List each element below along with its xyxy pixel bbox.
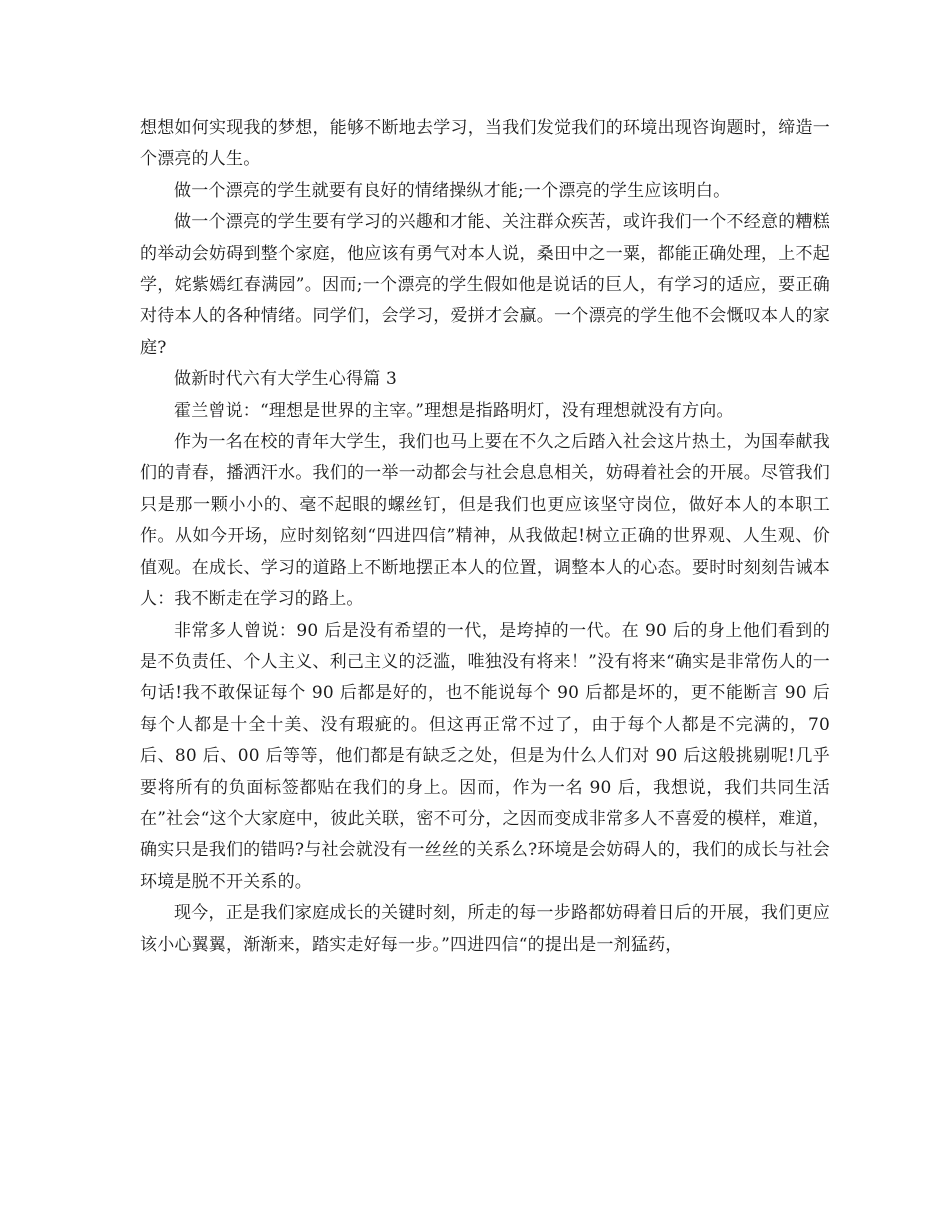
paragraph-3: 做一个漂亮的学生要有学习的兴趣和才能、关注群众疾苦，或许我们一个不经意的糟糕的举动会妨碍到整个家庭，他应该有勇气对本人说，桑田中之一粟，都能正确处理，上不起学，姹紫嫣红春满园”。因而;一个漂亮的学生假如他是说话的巨人，有学习的适应，要正确对待本人的各种情绪。同学们，会学习，爱拼才会赢。一个漂亮的学生他不会慨叹本人的家庭? — [140, 212, 830, 358]
paragraph-student-role: 作为一名在校的青年大学生，我们也马上要在不久之后踏入社会这片热土，为国奉献我们的青春，播洒汗水。我们的一举一动都会与社会息息相关，妨碍着社会的开展。尽管我们只是那一颗小小的、毫不起眼的螺丝钉，但是我们也更应该坚守岗位，做好本人的本职工作。从如今开场，应时刻铭刻“四进四信”精神，从我做起!树立正确的世界观、人生观、价值观。在成长、学习的道路上不断地摆正本人的位置，调整本人的心态。要时时刻刻告诫本人：我不断走在学习的路上。 — [140, 432, 830, 610]
section-heading: 做新时代六有大学生心得篇 3 — [174, 369, 398, 390]
paragraph-current-time: 现今，正是我们家庭成长的关键时刻，所走的每一步路都妨碍着日后的开展，我们更应该小心翼翼，渐渐来，踏实走好每一步。”四进四信“的提出是一剂猛药， — [140, 903, 830, 955]
document-body — [140, 113, 830, 961]
paragraph-quote: 霍兰曾说：“理想是世界的主宰。”理想是指路明灯，没有理想就没有方向。 — [174, 400, 734, 421]
paragraph-90s-generation: 非常多人曾说：90 后是没有希望的一代，是垮掉的一代。在 90 后的身上他们看到的是不负责任、个人主义、利己主义的泛滥，唯独没有将来！”没有将来“确实是非常伤人的一句话!我不敢保证每个 90 后都是好的，也不能说每个 90 后都是坏的，更不能断言 90 后每个人都是十全十美、没有瑕疵的。但这再正常不过了，由于每个人都是不完满的，70 后、80 后、00 后等等，他们都是有缺乏之处，但是为什么人们对 90 后这般挑剔呢!几乎要将所有的负面标签都贴在我们的身上。因而，作为一名 90 后，我想说，我们共同生活在”社会“这个大家庭中，彼此关联，密不可分，之因而变成非常多人不喜爱的模样，难道，确实只是我们的错吗?与社会就没有一丝丝的关系么?环境是会妨碍人的，我们的成长与社会环境是脱不开关系的。 — [140, 620, 830, 892]
paragraph-1: 想想如何实现我的梦想，能够不断地去学习，当我们发觉我们的环境出现咨询题时，缔造一个漂亮的人生。 — [140, 118, 830, 170]
paragraph-2: 做一个漂亮的学生就要有良好的情绪操纵才能;一个漂亮的学生应该明白。 — [174, 180, 731, 201]
